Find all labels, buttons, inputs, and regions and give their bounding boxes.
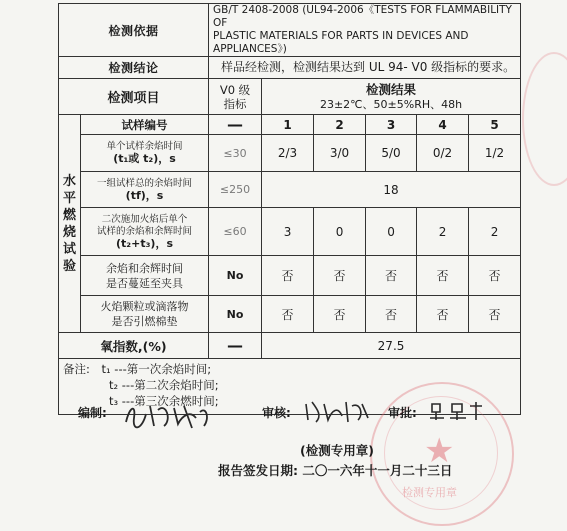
cell-value: 否 [314,256,366,296]
cell-value: 5/0 [366,135,417,172]
inspection-seal [370,382,514,526]
row-limit: ≤250 [209,172,262,208]
editor-signature [120,396,215,434]
editor-label: 编制: [78,406,107,420]
cell-value: 3 [366,115,417,135]
seal-text: 检测专用章 [402,486,457,499]
row-name: 单个试样余焰时间 (t₁或 t₂)，s [81,135,209,172]
cell-value: 1/2 [469,135,521,172]
conclusion-row [59,57,521,79]
partial-seal-right [522,52,567,186]
cell-value: 否 [262,296,314,333]
row-name: 试样编号 [81,115,209,135]
cell-value: 否 [262,256,314,296]
reviewer-label: 审核: [262,406,291,420]
header-row [59,79,521,115]
note-line: t₁ ---第一次余焰时间; [101,362,212,376]
row-limit: ≤30 [209,135,262,172]
cell-value: 0/2 [417,135,469,172]
cell-merged-value: 18 [262,172,521,208]
row-clamp [59,256,521,296]
row-name: 火焰颗粒或滴落物 是否引燃棉垫 [81,296,209,333]
cell-value: 0 [366,208,417,256]
row-single-afterflame [59,135,521,172]
row-name: 一组试样总的余焰时间 (tf)，s [81,172,209,208]
cell-value: 2 [314,115,366,135]
star-icon: ★ [424,431,455,471]
row-sample-id [59,115,521,135]
header-item: 检测项目 [59,79,209,115]
cell-value: 2 [417,208,469,256]
cell-value: 3 [262,208,314,256]
cell-value: 1 [262,115,314,135]
approver-label: 审批: [388,406,417,420]
cell-value: 否 [314,296,366,333]
notes-prefix: 备注: [63,362,90,376]
cell-value: 否 [469,296,521,333]
seal-note: (检测专用章) [300,443,374,458]
oxygen-value: 27.5 [262,333,521,359]
note-line: t₂ ---第二次余焰时间; [109,378,219,392]
conclusion-label: 检测结论 [59,57,209,79]
row-name: 二次施加火焰后单个 试样的余焰和余辉时间 (t₂+t₃)，s [81,208,209,256]
issue-date: 报告签发日期: 二〇一六年十一月二十三日 [218,463,453,478]
row-total-afterflame [59,172,521,208]
cell-value: 否 [366,296,417,333]
row-limit: — [209,115,262,135]
test-result-table [58,3,521,415]
section-label: 水 平 燃 烧 试 验 [59,115,81,333]
note-line: t₃ ---第三次余燃时间; [109,394,219,408]
row-limit: No [209,256,262,296]
cell-value: 0 [314,208,366,256]
row-cotton [59,296,521,333]
cell-value: 4 [417,115,469,135]
basis-text: GB/T 2408-2008 (UL94-2006《TESTS FOR FLAMMABILITY OF PLASTIC MATERIALS FOR PARTS IN DEVICES AND APPLIANCES》) [209,4,521,57]
cell-value: 否 [469,256,521,296]
cell-value: 3/0 [314,135,366,172]
cell-value: 2/3 [262,135,314,172]
cell-value: 否 [417,256,469,296]
cell-value: 2 [469,208,521,256]
row-oxygen-index [59,333,521,359]
conclusion-text: 样品经检测，检测结果达到 UL 94- V0 级指标的要求。 [209,57,521,79]
cell-value: 否 [417,296,469,333]
reviewer-signature [302,396,374,426]
oxygen-label: 氧指数,(%) [59,333,209,359]
header-v0: V0 级 指标 [209,79,262,115]
row-limit: No [209,296,262,333]
cell-value: 5 [469,115,521,135]
cell-value: 否 [366,256,417,296]
row-limit: ≤60 [209,208,262,256]
row-name: 余焰和余辉时间 是否蔓延至夹具 [81,256,209,296]
basis-row [59,4,521,57]
oxygen-limit: — [209,333,262,359]
header-result: 检测结果 23±2℃、50±5%RH、48h [262,79,521,115]
basis-label: 检测依据 [59,4,209,57]
row-afterglow [59,208,521,256]
